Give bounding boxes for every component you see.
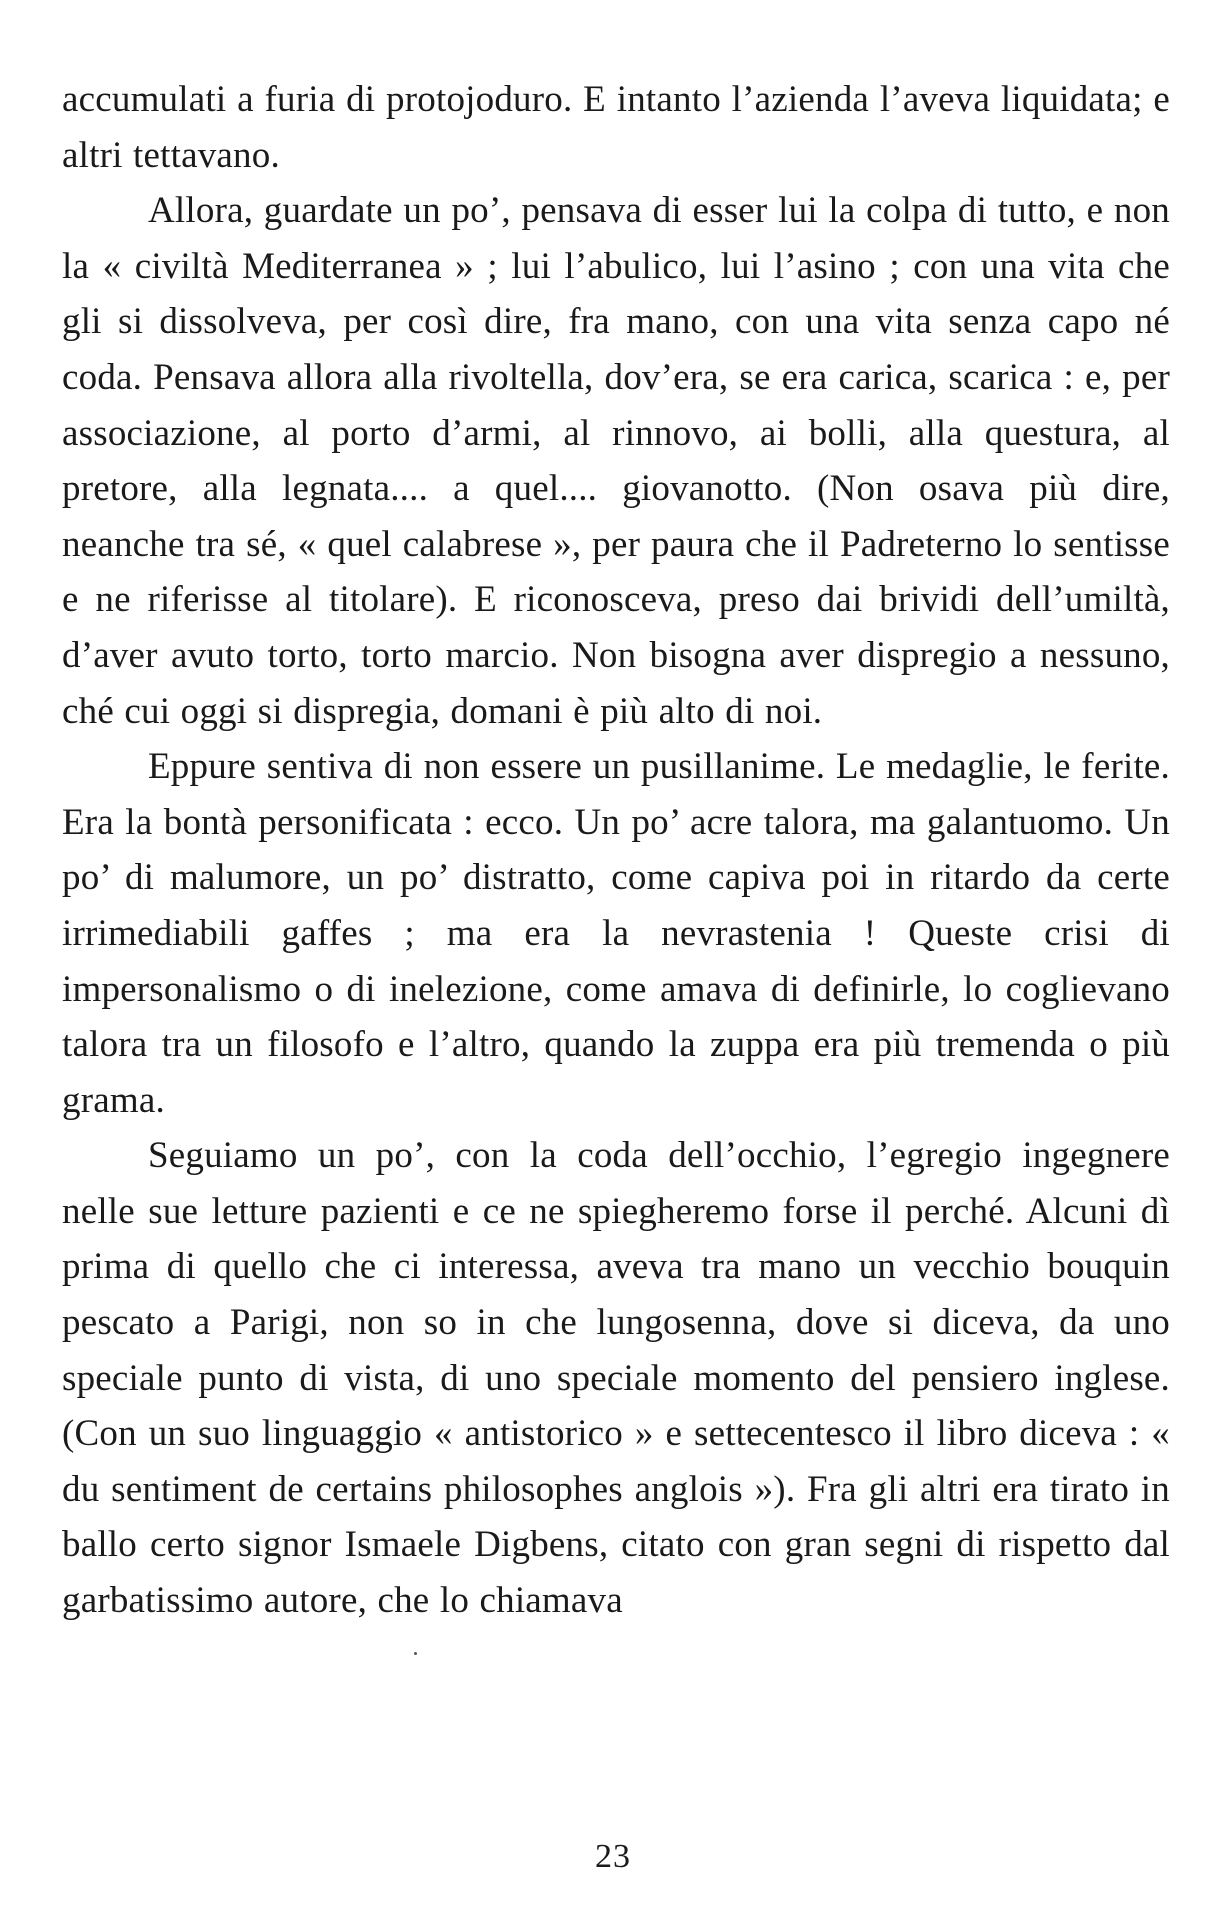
body-text bbox=[62, 72, 1170, 1629]
paragraph-seguiamo: Seguiamo un po’, con la coda dell’occhio, l’egregio ingegnere nelle sue letture pazienti e ce ne spiegheremo forse il perché. Alcuni dì prima di quello che ci interessa, aveva tra mano un vecchio bouquin pescato a Parigi, non so in che lungosenna, dove si diceva, da uno speciale punto di vista, di uno speciale momento del pensiero inglese. (Con un suo linguaggio « antistorico » e settecentesco il libro diceva : « du sentiment de certains philosophes anglois »). Fra gli altri era tirato in ballo certo signor Ismaele Digbens, citato con gran segni di rispetto dal garbatissimo autore, che lo chiamava bbox=[62, 1135, 1170, 1622]
paragraph-continuation: accumulati a furia di protojoduro. E intanto l’azienda l’aveva liquidata; e altri tettavano. bbox=[62, 79, 1170, 176]
paragraph-eppure: Eppure sentiva di non essere un pusillanime. Le medaglie, le ferite. Era la bontà personificata : ecco. Un po’ acre talora, ma galantuomo. Un po’ di malumore, un po’ distratto, come capiva poi in ritardo da certe irrimediabili gaffes ; ma era la nevrastenia ! Queste crisi di impersonalismo o di inelezione, come amava di definirle, lo coglievano talora tra un filosofo e l’altro, quando la zuppa era più tremenda o più grama. bbox=[62, 746, 1170, 1121]
page-number: 23 bbox=[595, 1838, 631, 1875]
print-speck bbox=[414, 1652, 417, 1655]
paragraph-allora: Allora, guardate un po’, pensava di esser lui la colpa di tutto, e non la « civiltà Mediterranea » ; lui l’abulico, lui l’asino ; con una vita che gli si dissolveva, per così dire, fra mano, con una vita senza capo né coda. Pensava allora alla rivoltella, dov’era, se era carica, scarica : e, per associazione, al porto d’armi, al rinnovo, ai bolli, alla questura, al pretore, alla legnata.... a quel.... giovanotto. (Non osava più dire, neanche tra sé, « quel calabrese », per paura che il Padreterno lo sentisse e ne riferisse al titolare). E riconosceva, preso dai brividi dell’umiltà, d’aver avuto torto, torto marcio. Non bisogna aver dispregio a nessuno, ché cui oggi si dispregia, domani è più alto di noi. bbox=[62, 190, 1170, 732]
